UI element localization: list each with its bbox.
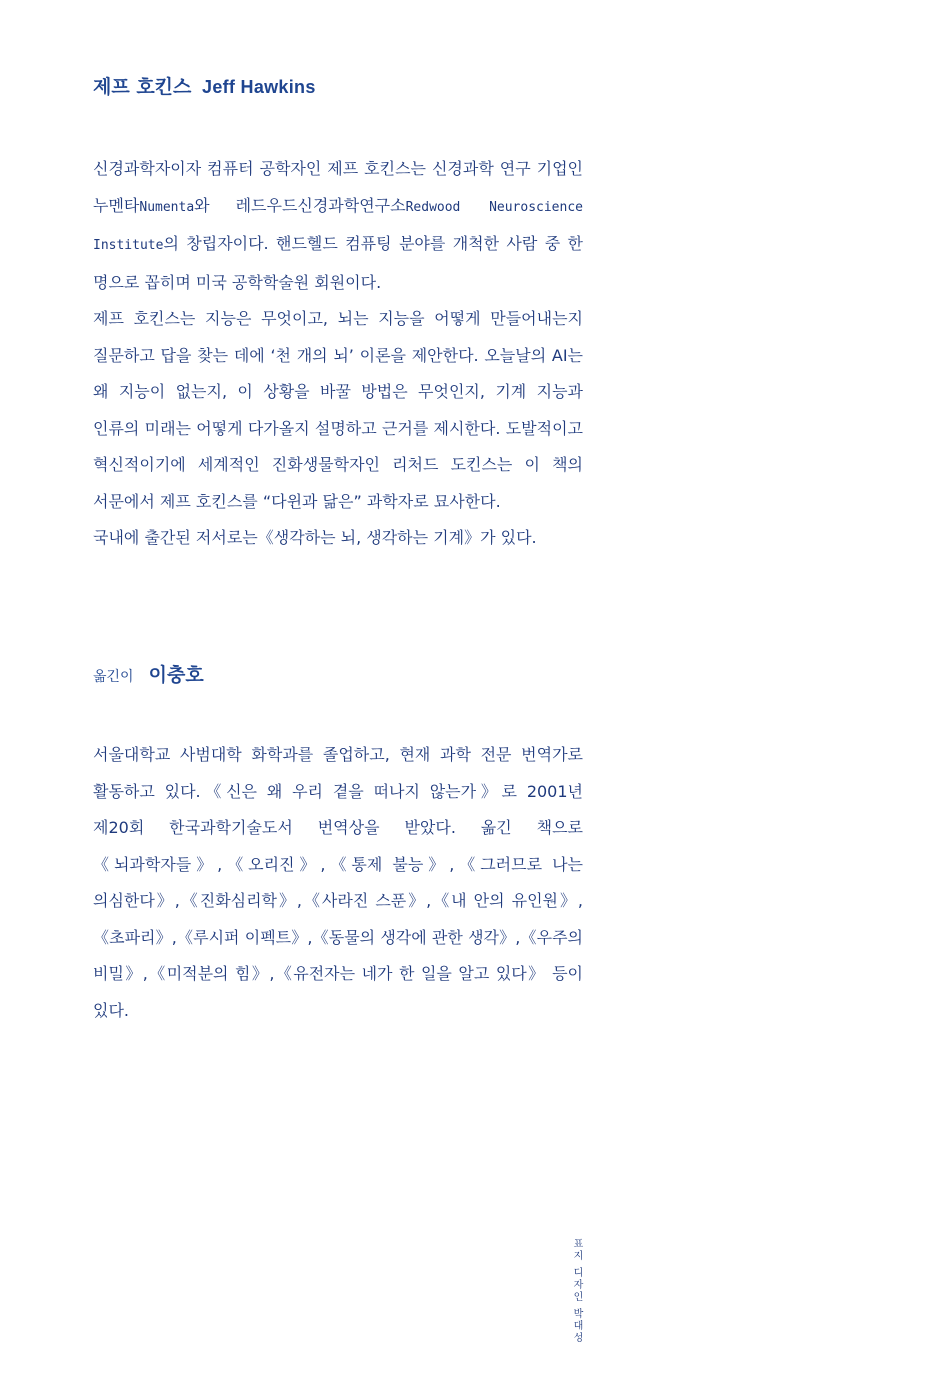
author-bio-text: 신경과학자이자 컴퓨터 공학자인 제프 호킨스는 신경과학 연구 기업인 누멘타 — [93, 159, 583, 215]
author-bio-text: 와 레드우드신경과학연구소 — [194, 195, 406, 215]
author-name-english: Jeff Hawkins — [202, 77, 316, 97]
translator-role-label: 옮긴이 — [93, 669, 134, 685]
redwood-institute-english: Redwood Neuroscience Institute — [93, 199, 583, 253]
author-heading — [93, 72, 316, 99]
numenta-english: Numenta — [139, 199, 195, 215]
author-biography — [93, 151, 583, 557]
author-bio-text: 의 창립자이다. 핸드헬드 컴퓨팅 분야를 개척한 사람 중 한 명으로 꼽히며 미국 공학학술원 회원이다. — [93, 234, 583, 292]
author-name-korean: 제프 호킨스 — [93, 76, 192, 98]
translator-biography — [93, 737, 583, 1029]
author-bio-paragraph-3: 국내에 출간된 저서로는《생각하는 뇌, 생각하는 기계》가 있다. — [93, 528, 537, 547]
translator-bio-paragraph: 서울대학교 사범대학 화학과를 졸업하고, 현재 과학 전문 번역가로 활동하고 있다.《신은 왜 우리 곁을 떠나지 않는가》로 2001년 제20회 한국과학기술도서 번역상을 받았다. 옮긴 책으로《뇌과학자들》,《오리진》,《통제 불능》,《그러므로 나는 의심한다》,《진화심리학》,《사라진 스푼》,《내 안의 유인원》,《초파리》,《루시퍼 이펙트》,《동물의 생각에 관한 생각》,《우주의 비밀》,《미적분의 힘》,《유전자는 네가 한 일을 알고 있다》 등이 있다. — [93, 745, 583, 1020]
author-bio-paragraph-2: 제프 호킨스는 지능은 무엇이고, 뇌는 지능을 어떻게 만들어내는지 질문하고 답을 찾는 데에 ‘천 개의 뇌’ 이론을 제안한다. 오늘날의 AI는 왜 지능이 없는지, 이 상황을 바꿀 방법은 무엇인지, 기계 지능과 인류의 미래는 어떻게 다가올지 설명하고 근거를 제시한다. 도발적이고 혁신적이기에 세계적인 진화생물학자인 리처드 도킨스는 이 책의 서문에서 제프 호킨스를 “다윈과 닮은” 과학자로 묘사한다. — [93, 309, 583, 511]
translator-name: 이충호 — [148, 664, 204, 686]
translator-heading — [93, 660, 204, 687]
cover-design-credit: 표지 디자인 박대성 — [571, 1238, 582, 1345]
author-bio-paragraph-1 — [93, 151, 583, 301]
